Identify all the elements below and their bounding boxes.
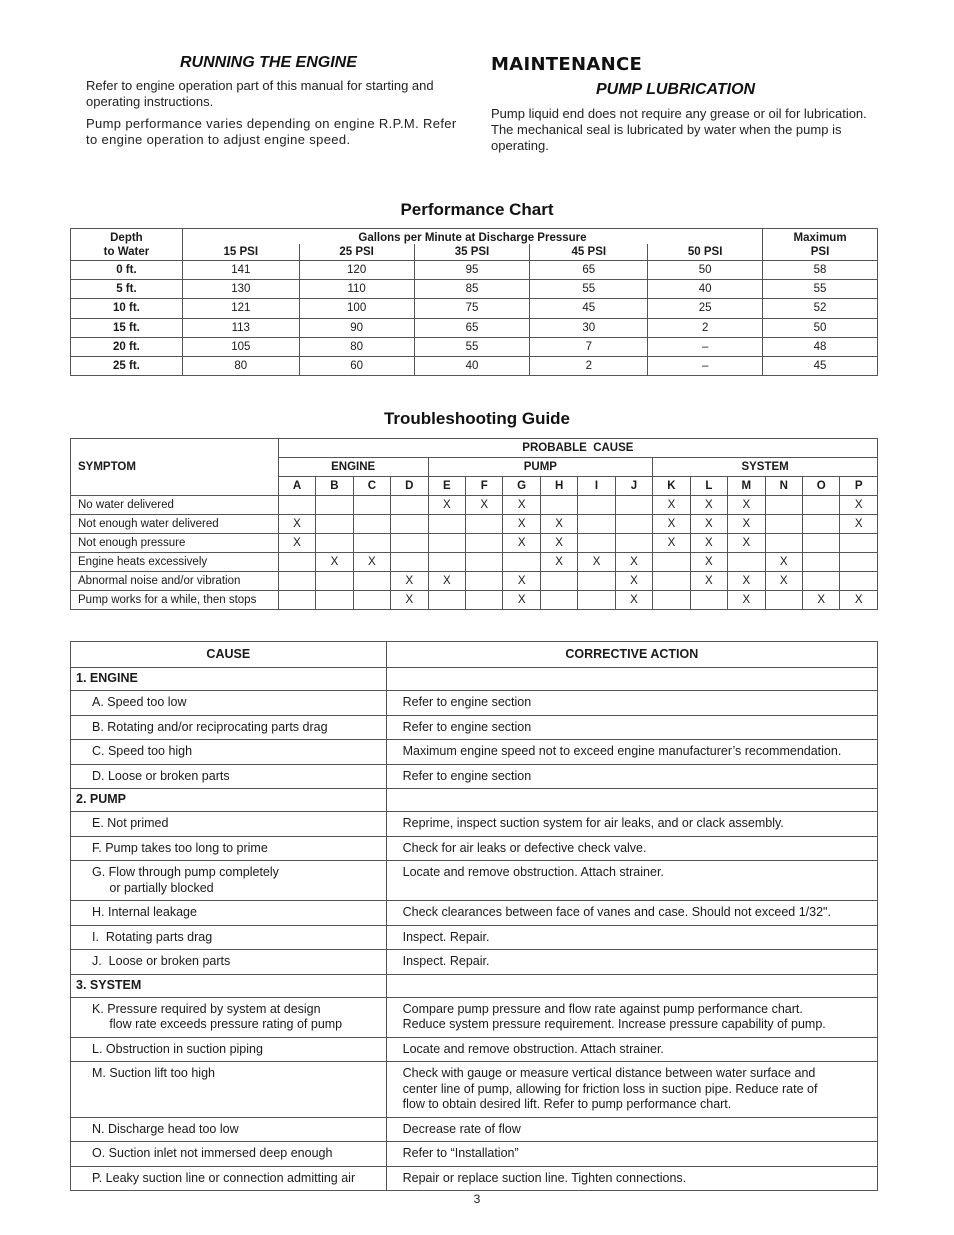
cause-letter-header: H [540, 477, 577, 496]
cause-mark-cell: X [728, 534, 765, 553]
cause-mark-cell: X [653, 534, 690, 553]
cause-mark-cell [540, 496, 577, 515]
running-engine-heading: RUNNING THE ENGINE [180, 54, 357, 71]
max-header-2: PSI [763, 244, 878, 261]
corrective-action-cell: Check with gauge or measure vertical distance between water surface and center line of pump, allowing for friction loss in suction pipe. Reduce rate of flow to obtain desired lift. Refer to pump performance chart. [386, 1062, 877, 1118]
cause-mark-cell: X [728, 496, 765, 515]
gpm-cell: 113 [182, 318, 299, 337]
cause-letter-header: F [466, 477, 503, 496]
gpm-cell: 2 [648, 318, 763, 337]
cause-mark-cell: X [278, 515, 315, 534]
cause-cell: H. Internal leakage [71, 901, 387, 926]
cause-mark-cell: X [690, 534, 727, 553]
cause-mark-cell [316, 515, 353, 534]
cause-mark-cell [765, 496, 802, 515]
cause-mark-cell: X [615, 553, 652, 572]
cause-mark-cell: X [540, 515, 577, 534]
cause-mark-cell: X [615, 572, 652, 591]
corrective-action-cell: Inspect. Repair. [386, 925, 877, 950]
corrective-action-cell: Locate and remove obstruction. Attach strainer. [386, 861, 877, 901]
cause-group-row [71, 974, 878, 997]
cause-mark-cell [503, 553, 540, 572]
cause-row [71, 691, 878, 716]
gpm-cell: 110 [299, 280, 414, 299]
corrective-action-cell: Refer to engine section [386, 715, 877, 740]
gpm-cell: 65 [530, 261, 648, 280]
cause-cell: D. Loose or broken parts [71, 764, 387, 789]
cause-row [71, 950, 878, 975]
cause-letter-header: I [578, 477, 615, 496]
cause-mark-cell [615, 496, 652, 515]
gpm-cell: 2 [530, 356, 648, 375]
cause-mark-cell [428, 515, 465, 534]
gpm-cell: 121 [182, 299, 299, 318]
cause-letter-header: B [316, 477, 353, 496]
cause-mark-cell [428, 553, 465, 572]
cause-mark-cell [316, 591, 353, 610]
max-header-line-1: Maximum [793, 231, 847, 244]
cause-cell: J. Loose or broken parts [71, 950, 387, 975]
cause-group-label: 1. ENGINE [71, 668, 387, 691]
cause-mark-cell [391, 515, 428, 534]
performance-row [71, 356, 878, 375]
gpm-cell: 120 [299, 261, 414, 280]
symptom-row [71, 591, 878, 610]
cause-mark-cell: X [802, 591, 839, 610]
cause-mark-cell [690, 591, 727, 610]
cause-mark-cell: X [765, 553, 802, 572]
cause-cell: M. Suction lift too high [71, 1062, 387, 1118]
cause-letter-header: P [840, 477, 878, 496]
performance-row [71, 280, 878, 299]
psi-column-header: 45 PSI [530, 244, 648, 261]
cause-mark-cell [653, 572, 690, 591]
max-psi-cell: 48 [763, 337, 878, 356]
cause-mark-cell [316, 496, 353, 515]
cause-mark-cell [278, 496, 315, 515]
cause-group-label: 3. SYSTEM [71, 974, 387, 997]
performance-chart-title: Performance Chart [400, 200, 554, 219]
system-group-header: SYSTEM [653, 458, 878, 477]
cause-letter-header: E [428, 477, 465, 496]
cause-mark-cell: X [840, 515, 878, 534]
cause-mark-cell [802, 553, 839, 572]
cause-action-table [70, 641, 878, 1191]
cause-mark-cell [466, 572, 503, 591]
cause-mark-cell: X [316, 553, 353, 572]
symptom-cell: Pump works for a while, then stops [71, 591, 279, 610]
cause-row [71, 740, 878, 765]
cause-mark-cell: X [840, 591, 878, 610]
cause-mark-cell: X [690, 553, 727, 572]
running-engine-section [86, 54, 471, 148]
psi-column-header: 25 PSI [299, 244, 414, 261]
cause-cell: I. Rotating parts drag [71, 925, 387, 950]
performance-chart-table [70, 228, 878, 376]
cause-mark-cell [578, 591, 615, 610]
max-psi-cell: 55 [763, 280, 878, 299]
psi-column-header: 50 PSI [648, 244, 763, 261]
corrective-action-cell: Locate and remove obstruction. Attach strainer. [386, 1037, 877, 1062]
action-group-cell [386, 668, 877, 691]
cause-mark-cell [728, 553, 765, 572]
troubleshooting-table [70, 438, 878, 610]
corrective-action-cell: Inspect. Repair. [386, 950, 877, 975]
cause-mark-cell [765, 534, 802, 553]
max-psi-cell: 58 [763, 261, 878, 280]
cause-cell: C. Speed too high [71, 740, 387, 765]
gpm-cell: 40 [648, 280, 763, 299]
cause-mark-cell [278, 572, 315, 591]
gpm-cell: 65 [414, 318, 530, 337]
gpm-cell: 60 [299, 356, 414, 375]
cause-letter-header: O [802, 477, 839, 496]
cause-mark-cell: X [728, 515, 765, 534]
cause-group-row [71, 789, 878, 812]
gpm-cell: 45 [530, 299, 648, 318]
symptom-cell: Engine heats excessively [71, 553, 279, 572]
cause-row [71, 715, 878, 740]
gpm-cell: 25 [648, 299, 763, 318]
symptom-header: SYMPTOM [71, 439, 279, 496]
cause-mark-cell [466, 591, 503, 610]
symptom-row [71, 572, 878, 591]
cause-mark-cell [802, 572, 839, 591]
symptom-cell: No water delivered [71, 496, 279, 515]
corrective-action-cell: Refer to “Installation” [386, 1142, 877, 1167]
cause-mark-cell [802, 534, 839, 553]
cause-mark-cell [765, 591, 802, 610]
cause-mark-cell [802, 496, 839, 515]
cause-mark-cell [540, 572, 577, 591]
cause-cell: B. Rotating and/or reciprocating parts drag [71, 715, 387, 740]
psi-column-header: 15 PSI [182, 244, 299, 261]
cause-mark-cell: X [503, 572, 540, 591]
pump-lubrication-paragraph: Pump liquid end does not require any grease or oil for lubrication. The mechanical seal is lubricated by water when the pump is operating. [491, 106, 867, 153]
max-psi-cell: 45 [763, 356, 878, 375]
cause-cell: L. Obstruction in suction piping [71, 1037, 387, 1062]
cause-mark-cell: X [765, 572, 802, 591]
gpm-cell: 90 [299, 318, 414, 337]
cause-mark-cell [391, 534, 428, 553]
cause-mark-cell [765, 515, 802, 534]
cause-mark-cell [578, 572, 615, 591]
cause-cell: K. Pressure required by system at design flow rate exceeds pressure rating of pump [71, 997, 387, 1037]
cause-mark-cell: X [503, 534, 540, 553]
cause-mark-cell: X [615, 591, 652, 610]
cause-mark-cell: X [653, 515, 690, 534]
cause-mark-cell [466, 534, 503, 553]
running-engine-paragraph-2: Pump performance varies depending on engine R.P.M. Refer to engine operation to adjust engine speed. [86, 116, 457, 147]
probable-cause-header: PROBABLE CAUSE [278, 439, 877, 458]
gpm-cell: 141 [182, 261, 299, 280]
gpm-cell: 100 [299, 299, 414, 318]
performance-row [71, 318, 878, 337]
cause-mark-cell: X [428, 572, 465, 591]
maintenance-heading: MAINTENANCE [491, 54, 643, 75]
cause-mark-cell: X [503, 496, 540, 515]
max-psi-cell: 52 [763, 299, 878, 318]
cause-mark-cell: X [728, 591, 765, 610]
cause-mark-cell: X [391, 591, 428, 610]
gpm-cell: 130 [182, 280, 299, 299]
cause-header: CAUSE [71, 642, 387, 668]
cause-mark-cell [353, 515, 390, 534]
cause-mark-cell: X [353, 553, 390, 572]
cause-row [71, 901, 878, 926]
cause-mark-cell: X [503, 591, 540, 610]
cause-mark-cell: X [653, 496, 690, 515]
cause-letter-header: D [391, 477, 428, 496]
cause-mark-cell: X [540, 553, 577, 572]
depth-cell: 10 ft. [71, 299, 183, 318]
depth-header-line-1: Depth [110, 231, 143, 244]
gpm-cell: 7 [530, 337, 648, 356]
cause-letter-header: N [765, 477, 802, 496]
cause-mark-cell [316, 534, 353, 553]
cause-row [71, 812, 878, 837]
action-group-cell [386, 974, 877, 997]
cause-mark-cell [840, 553, 878, 572]
gpm-cell: 95 [414, 261, 530, 280]
cause-cell: P. Leaky suction line or connection admitting air [71, 1166, 387, 1191]
cause-mark-cell [428, 534, 465, 553]
symptom-row [71, 553, 878, 572]
gpm-cell: 105 [182, 337, 299, 356]
corrective-action-cell: Repair or replace suction line. Tighten connections. [386, 1166, 877, 1191]
max-psi-cell: 50 [763, 318, 878, 337]
cause-group-row [71, 668, 878, 691]
cause-mark-cell: X [466, 496, 503, 515]
pump-lubrication-heading: PUMP LUBRICATION [596, 81, 756, 98]
cause-mark-cell [578, 534, 615, 553]
cause-row [71, 1037, 878, 1062]
cause-mark-cell [840, 534, 878, 553]
gpm-cell: 30 [530, 318, 648, 337]
depth-cell: 15 ft. [71, 318, 183, 337]
pump-group-header: PUMP [428, 458, 653, 477]
symptom-cell: Not enough pressure [71, 534, 279, 553]
cause-letter-header: G [503, 477, 540, 496]
corrective-action-cell: Refer to engine section [386, 764, 877, 789]
cause-mark-cell [540, 591, 577, 610]
cause-row [71, 997, 878, 1037]
cause-cell: O. Suction inlet not immersed deep enough [71, 1142, 387, 1167]
cause-mark-cell [615, 515, 652, 534]
cause-mark-cell [802, 515, 839, 534]
performance-row [71, 337, 878, 356]
cause-mark-cell [840, 572, 878, 591]
performance-row [71, 299, 878, 318]
corrective-action-header: CORRECTIVE ACTION [386, 642, 877, 668]
cause-mark-cell [353, 496, 390, 515]
cause-row [71, 764, 878, 789]
running-engine-paragraph-1: Refer to engine operation part of this manual for starting and operating instructions. [86, 78, 434, 109]
cause-mark-cell [353, 591, 390, 610]
depth-cell: 20 ft. [71, 337, 183, 356]
cause-mark-cell [391, 496, 428, 515]
cause-mark-cell: X [690, 515, 727, 534]
cause-mark-cell [578, 496, 615, 515]
cause-row [71, 836, 878, 861]
cause-mark-cell: X [540, 534, 577, 553]
corrective-action-cell: Decrease rate of flow [386, 1117, 877, 1142]
cause-row [71, 1166, 878, 1191]
cause-letter-header: J [615, 477, 652, 496]
gpm-cell: 55 [530, 280, 648, 299]
psi-column-header: 35 PSI [414, 244, 530, 261]
gpm-cell: 55 [414, 337, 530, 356]
cause-mark-cell [653, 591, 690, 610]
depth-cell: 5 ft. [71, 280, 183, 299]
cause-cell: A. Speed too low [71, 691, 387, 716]
corrective-action-cell: Refer to engine section [386, 691, 877, 716]
gpm-cell: 75 [414, 299, 530, 318]
cause-cell: N. Discharge head too low [71, 1117, 387, 1142]
cause-letter-header: K [653, 477, 690, 496]
corrective-action-cell: Reprime, inspect suction system for air leaks, and or clack assembly. [386, 812, 877, 837]
cause-mark-cell: X [391, 572, 428, 591]
gpm-cell: – [648, 337, 763, 356]
symptom-row [71, 515, 878, 534]
cause-row [71, 1062, 878, 1118]
cause-row [71, 1117, 878, 1142]
cause-mark-cell [278, 553, 315, 572]
cause-letter-header: C [353, 477, 390, 496]
symptom-cell: Not enough water delivered [71, 515, 279, 534]
corrective-action-cell: Check for air leaks or defective check valve. [386, 836, 877, 861]
maintenance-section [491, 54, 876, 154]
cause-mark-cell: X [690, 496, 727, 515]
cause-mark-cell [353, 572, 390, 591]
cause-mark-cell [578, 515, 615, 534]
corrective-action-cell: Maximum engine speed not to exceed engine manufacturer’s recommendation. [386, 740, 877, 765]
cause-mark-cell [316, 572, 353, 591]
cause-cell: F. Pump takes too long to prime [71, 836, 387, 861]
depth-cell: 25 ft. [71, 356, 183, 375]
gpm-header: Gallons per Minute at Discharge Pressure [182, 229, 762, 245]
depth-cell: 0 ft. [71, 261, 183, 280]
gpm-cell: – [648, 356, 763, 375]
gpm-cell: 80 [182, 356, 299, 375]
action-group-cell [386, 789, 877, 812]
depth-header-2: to Water [71, 244, 183, 261]
symptom-row [71, 496, 878, 515]
max-psi-header [763, 229, 878, 245]
symptom-row [71, 534, 878, 553]
cause-mark-cell: X [503, 515, 540, 534]
cause-group-label: 2. PUMP [71, 789, 387, 812]
cause-mark-cell: X [428, 496, 465, 515]
gpm-cell: 85 [414, 280, 530, 299]
gpm-cell: 40 [414, 356, 530, 375]
cause-row [71, 861, 878, 901]
cause-mark-cell: X [578, 553, 615, 572]
cause-mark-cell: X [728, 572, 765, 591]
cause-mark-cell: X [278, 534, 315, 553]
cause-letter-header: M [728, 477, 765, 496]
cause-mark-cell [466, 553, 503, 572]
cause-mark-cell [391, 553, 428, 572]
corrective-action-cell: Compare pump pressure and flow rate against pump performance chart. Reduce system pressure requirement. Increase pressure capability of pump. [386, 997, 877, 1037]
troubleshooting-title: Troubleshooting Guide [383, 409, 571, 428]
cause-letter-header: L [690, 477, 727, 496]
depth-header [71, 229, 183, 245]
cause-mark-cell: X [690, 572, 727, 591]
symptom-cell: Abnormal noise and/or vibration [71, 572, 279, 591]
gpm-cell: 80 [299, 337, 414, 356]
performance-row [71, 261, 878, 280]
cause-row [71, 925, 878, 950]
cause-mark-cell [615, 534, 652, 553]
cause-mark-cell [428, 591, 465, 610]
gpm-cell: 50 [648, 261, 763, 280]
cause-mark-cell [653, 553, 690, 572]
page-number: 3 [473, 1192, 481, 1206]
engine-group-header: ENGINE [278, 458, 428, 477]
cause-mark-cell [278, 591, 315, 610]
cause-mark-cell [353, 534, 390, 553]
cause-letter-header: A [278, 477, 315, 496]
cause-cell: G. Flow through pump completely or partially blocked [71, 861, 387, 901]
cause-row [71, 1142, 878, 1167]
cause-mark-cell: X [840, 496, 878, 515]
cause-cell: E. Not primed [71, 812, 387, 837]
cause-mark-cell [466, 515, 503, 534]
corrective-action-cell: Check clearances between face of vanes and case. Should not exceed 1/32". [386, 901, 877, 926]
